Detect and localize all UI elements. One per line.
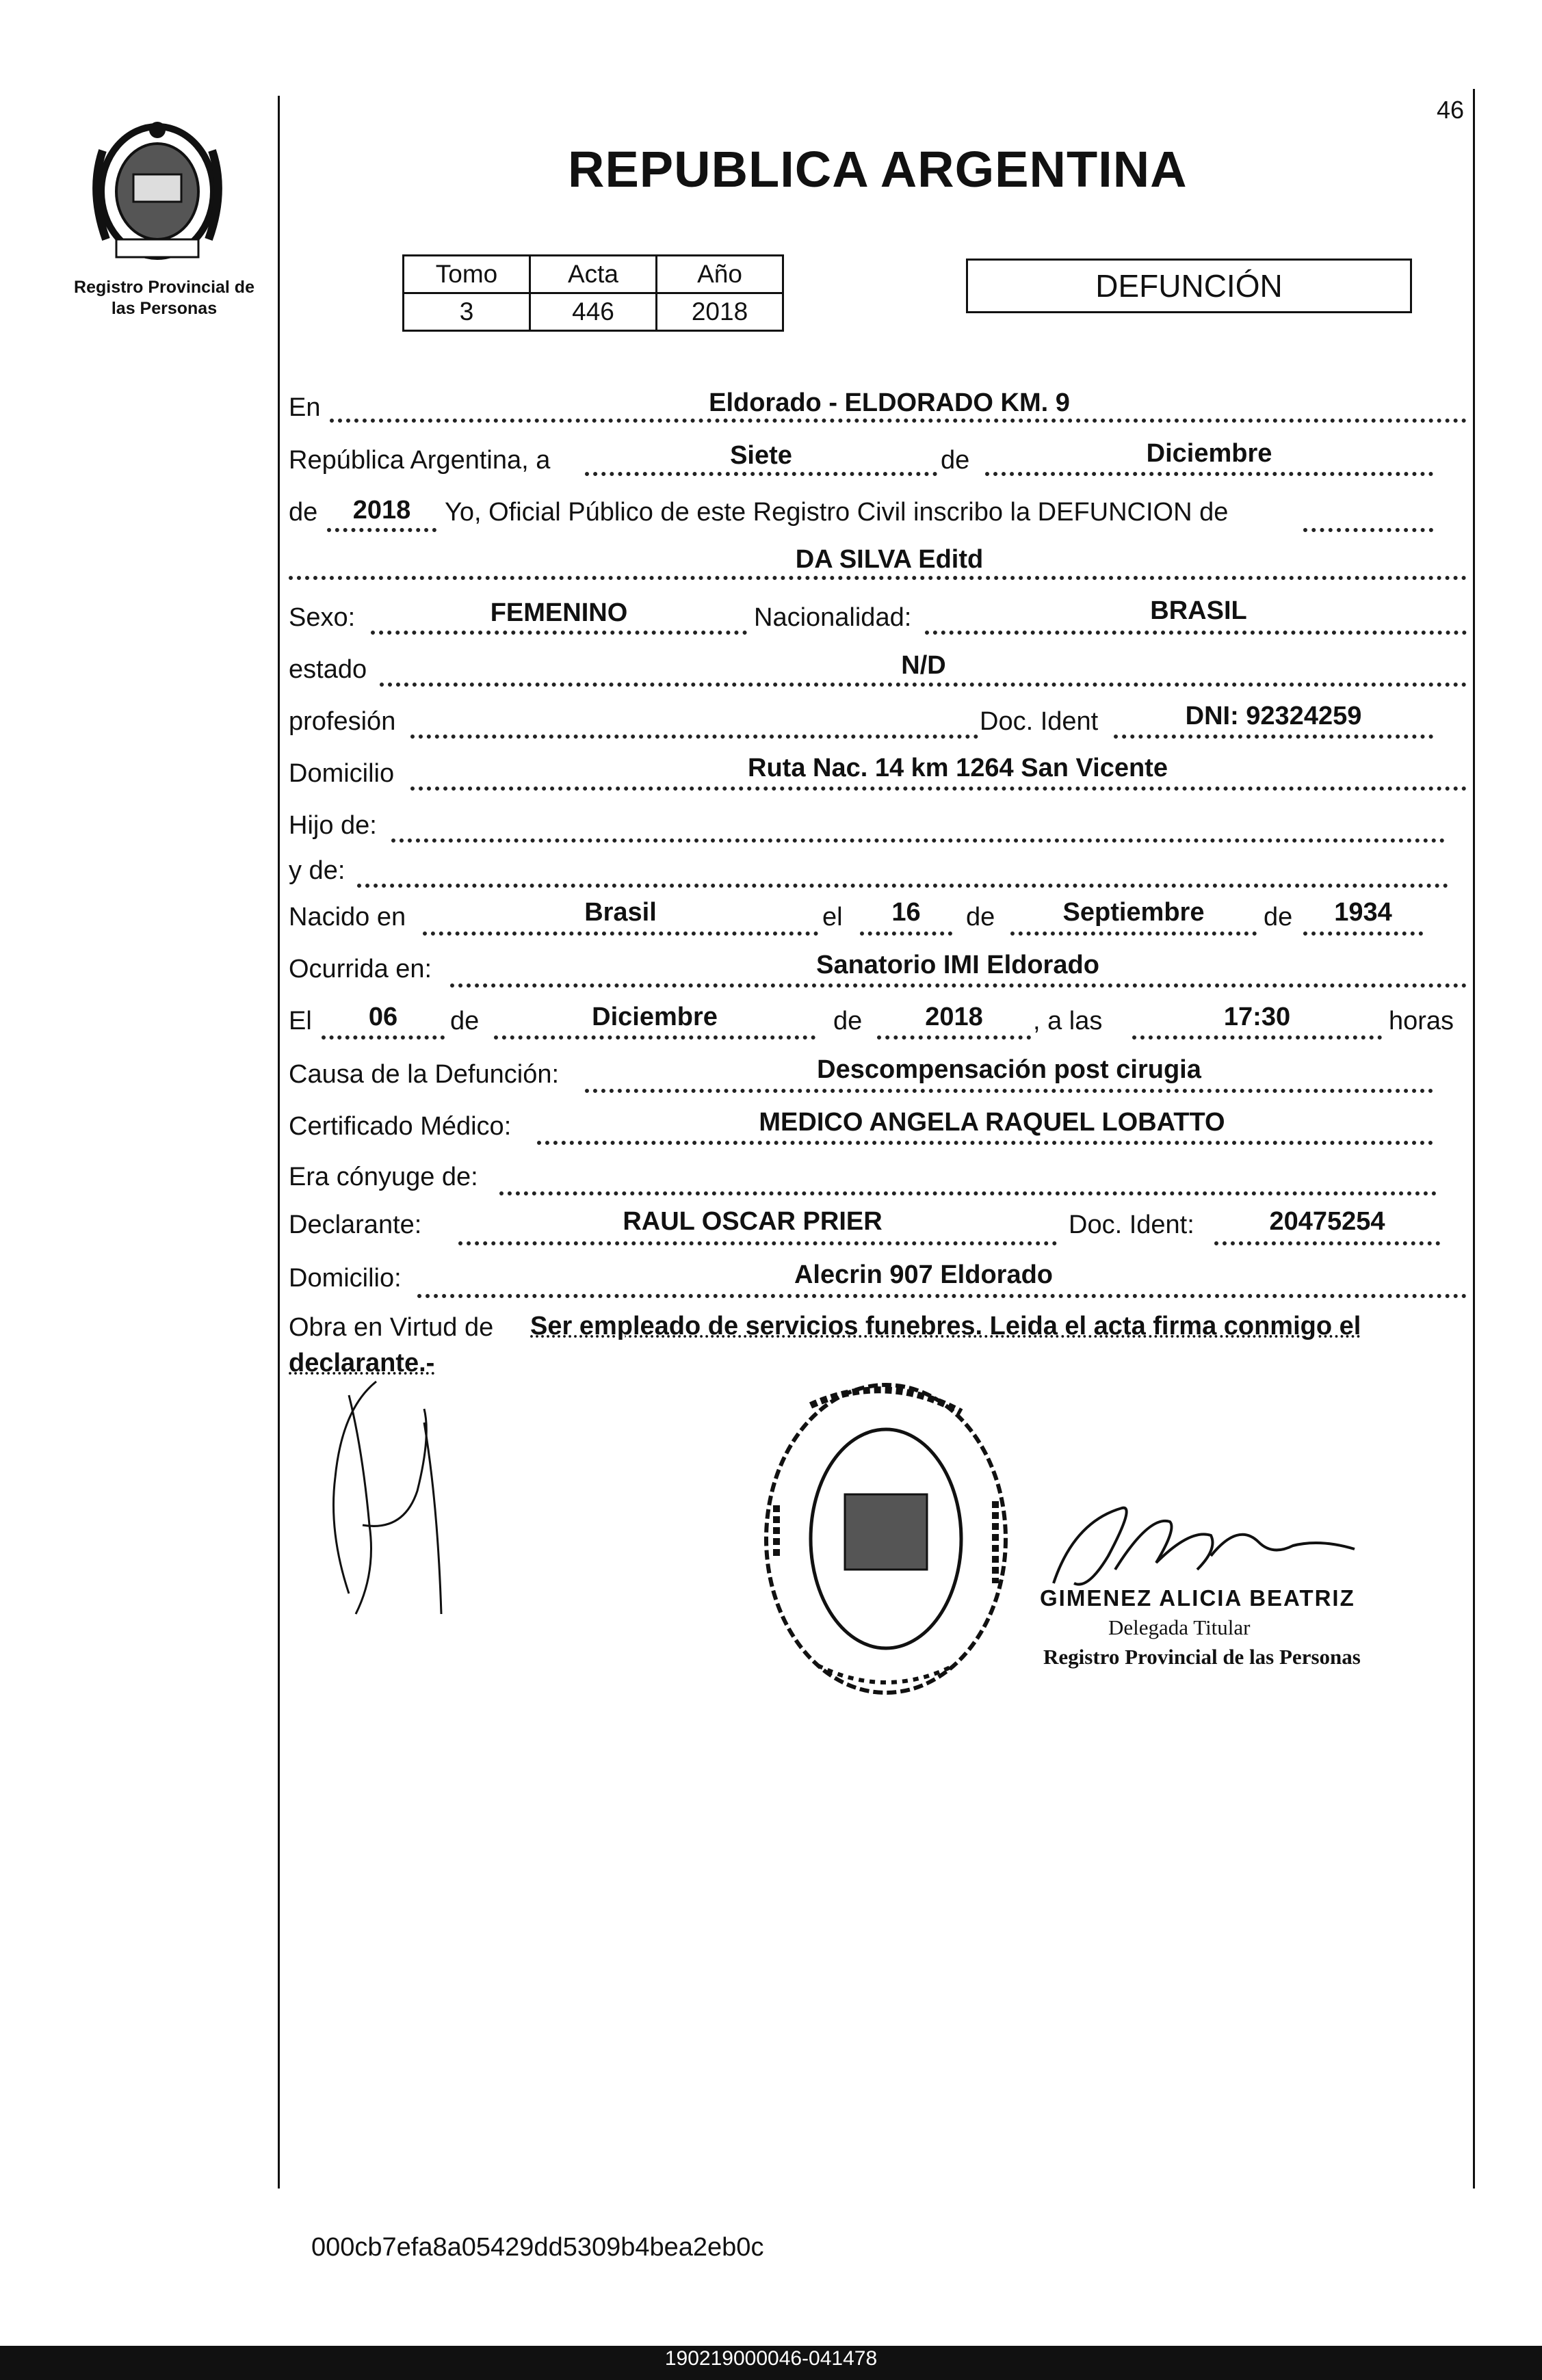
- birth-year-dots: [1303, 931, 1423, 936]
- death-month-dots: [494, 1035, 815, 1040]
- death-year: 2018: [925, 1003, 983, 1031]
- hijo-label: Hijo de:: [289, 811, 377, 840]
- official-role: Delegada Titular: [1108, 1615, 1251, 1639]
- obra-value-line2: declarante.-: [289, 1349, 435, 1377]
- el-cap-label: El: [289, 1007, 312, 1035]
- declarante-dots: [458, 1241, 1057, 1245]
- declarante-label: Declarante:: [289, 1211, 422, 1239]
- birth-year: 1934: [1334, 898, 1392, 927]
- issuing-organization: [55, 277, 274, 319]
- certificado-dots: [537, 1141, 1433, 1145]
- nacido-value: Brasil: [584, 898, 657, 927]
- record-table: [402, 254, 784, 332]
- nacionalidad-dots: [925, 631, 1467, 635]
- doc-ident-label: Doc. Ident: [980, 707, 1099, 736]
- month-value: Diciembre: [1146, 439, 1272, 468]
- obra-label: Obra en Virtud de: [289, 1313, 494, 1342]
- causa-value: Descompensación post cirugia: [817, 1055, 1201, 1084]
- official-organization: Registro Provincial de las Personas: [1043, 1645, 1361, 1669]
- el-label: el: [822, 903, 843, 931]
- month-dots: [985, 472, 1433, 476]
- doc-ident-value: DNI: 92324259: [1185, 702, 1362, 730]
- yde-label: y de:: [289, 856, 345, 885]
- domicilio2-value: Alecrin 907 Eldorado: [794, 1260, 1053, 1289]
- ocurrida-dots: [450, 983, 1467, 988]
- day-dots: [585, 472, 937, 476]
- estado-label: estado: [289, 655, 367, 684]
- causa-label: Causa de la Defunción:: [289, 1060, 560, 1089]
- horas-label: horas: [1389, 1007, 1454, 1035]
- birth-day: 16: [891, 898, 921, 927]
- domicilio-label: Domicilio: [289, 759, 395, 788]
- yde-dots: [357, 884, 1448, 888]
- sexo-dots: [371, 631, 747, 635]
- org-line-2: las Personas: [111, 299, 218, 318]
- registry-stamp: [756, 1378, 1016, 1700]
- domicilio-value: Ruta Nac. 14 km 1264 San Vicente: [748, 754, 1168, 782]
- en-dots: [330, 419, 1467, 423]
- de-label-3: de: [966, 903, 995, 931]
- barcode-text: 190219000046-041478: [664, 2347, 878, 2370]
- declarant-signature: [322, 1368, 479, 1648]
- ocurrida-value: Sanatorio IMI Eldorado: [816, 951, 1099, 979]
- domicilio-dots: [410, 786, 1467, 791]
- record-header-tomo: Tomo: [404, 256, 530, 293]
- left-margin-line: [278, 96, 280, 2189]
- provincial-seal-logo: [75, 109, 239, 274]
- record-value-acta: 446: [530, 293, 657, 331]
- death-month: Diciembre: [592, 1003, 718, 1031]
- certificado-label: Certificado Médico:: [289, 1112, 512, 1141]
- day-value: Siete: [730, 441, 792, 470]
- de-label-4: de: [1264, 903, 1293, 931]
- record-value-tomo: 3: [404, 293, 530, 331]
- alas-label: , a las: [1033, 1007, 1103, 1035]
- birth-day-dots: [860, 931, 952, 936]
- declarante-value: RAUL OSCAR PRIER: [623, 1207, 883, 1236]
- en-value: Eldorado - ELDORADO KM. 9: [709, 388, 1070, 417]
- intro-text: Yo, Oficial Público de este Registro Civil inscribo la DEFUNCION de: [445, 498, 1229, 527]
- domicilio2-label: Domicilio:: [289, 1264, 402, 1293]
- declarante-doc-label: Doc. Ident:: [1069, 1211, 1194, 1239]
- de-label-2: de: [289, 498, 318, 527]
- causa-dots: [585, 1089, 1433, 1093]
- conyuge-label: Era cónyuge de:: [289, 1163, 478, 1191]
- profesion-dots: [410, 735, 978, 739]
- certificado-value: MEDICO ANGELA RAQUEL LOBATTO: [759, 1108, 1225, 1137]
- ocurrida-label: Ocurrida en:: [289, 955, 432, 983]
- death-time-dots: [1132, 1035, 1382, 1040]
- official-name: GIMENEZ ALICIA BEATRIZ: [1040, 1585, 1355, 1611]
- death-year-dots: [877, 1035, 1031, 1040]
- year-dots: [327, 528, 436, 532]
- declarante-doc-value: 20475254: [1269, 1207, 1385, 1236]
- profesion-label: profesión: [289, 707, 396, 736]
- death-day-dots: [322, 1035, 445, 1040]
- de-label-1: de: [941, 446, 970, 475]
- record-type-box: DEFUNCIÓN: [966, 259, 1412, 313]
- nacido-dots: [423, 931, 818, 936]
- sexo-value: FEMENINO: [490, 598, 628, 627]
- estado-value: N/D: [901, 651, 946, 680]
- record-header-anio: Año: [657, 256, 783, 293]
- birth-month: Septiembre: [1062, 898, 1205, 927]
- de-label-5: de: [450, 1007, 480, 1035]
- sexo-label: Sexo:: [289, 603, 356, 632]
- document-title: REPUBLICA ARGENTINA: [568, 141, 1188, 198]
- estado-dots: [380, 683, 1467, 687]
- en-label: En: [289, 393, 321, 422]
- republica-label: República Argentina, a: [289, 446, 551, 475]
- year-value: 2018: [352, 496, 411, 525]
- record-value-anio: 2018: [657, 293, 783, 331]
- de-label-6: de: [833, 1007, 863, 1035]
- deceased-name: DA SILVA Editd: [795, 545, 984, 574]
- death-day: 06: [368, 1003, 398, 1031]
- intro-dots: [1303, 528, 1433, 532]
- page-number: 46: [1437, 96, 1465, 124]
- name-dots: [289, 576, 1467, 580]
- record-header-acta: Acta: [530, 256, 657, 293]
- right-margin-line: [1473, 89, 1475, 2189]
- document-hash: 000cb7efa8a05429dd5309b4bea2eb0c: [311, 2233, 764, 2262]
- domicilio2-dots: [417, 1294, 1467, 1298]
- org-line-1: Registro Provincial de: [74, 278, 254, 297]
- doc-ident-dots: [1114, 735, 1433, 739]
- death-time: 17:30: [1223, 1003, 1291, 1031]
- conyuge-dots: [499, 1191, 1437, 1195]
- nacionalidad-value: BRASIL: [1150, 596, 1247, 625]
- obra-value-line1: Ser empleado de servicios funebres. Leida el acta firma conmigo el: [530, 1312, 1361, 1340]
- hijo-dots: [391, 838, 1445, 843]
- birth-month-dots: [1010, 931, 1257, 936]
- nacionalidad-label: Nacionalidad:: [754, 603, 912, 632]
- nacido-label: Nacido en: [289, 903, 406, 931]
- declarante-doc-dots: [1214, 1241, 1440, 1245]
